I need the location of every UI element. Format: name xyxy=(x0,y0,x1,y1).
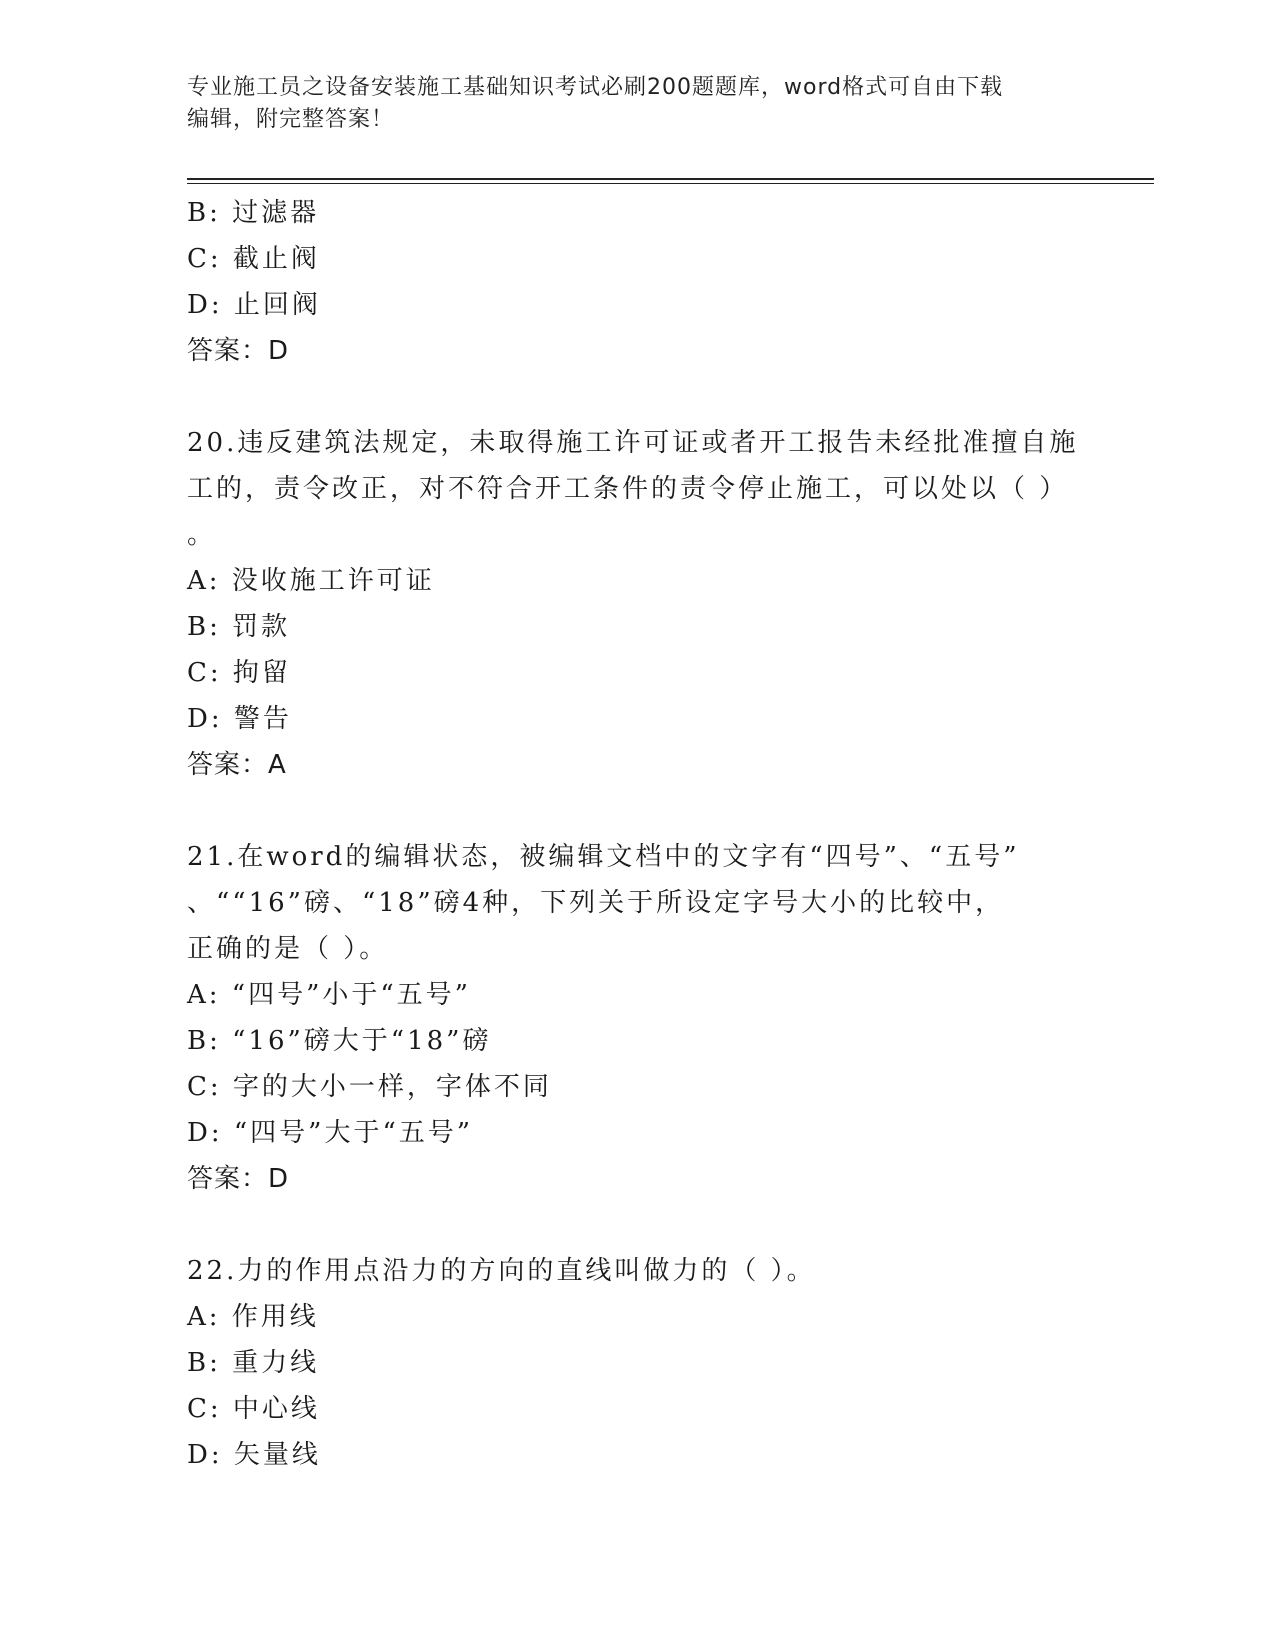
option-c: C: 截止阀 xyxy=(187,244,320,274)
document-header xyxy=(187,72,1087,136)
spacer xyxy=(187,1202,1087,1248)
option-b: B: 过滤器 xyxy=(187,198,320,228)
option-d: D: “四号”大于“五号” xyxy=(187,1118,474,1148)
option-a: A: 作用线 xyxy=(187,1302,319,1332)
question-22 xyxy=(187,1248,1087,1478)
header-divider-thick xyxy=(187,178,1154,180)
option-d: D: 警告 xyxy=(187,704,292,734)
answer-line: 答案：A xyxy=(187,750,287,780)
question-stem-line: 。 xyxy=(187,520,217,550)
header-title-line-2: 编辑，附完整答案！ xyxy=(187,107,395,132)
answer-line: 答案：D xyxy=(187,1164,290,1194)
option-b: B: 重力线 xyxy=(187,1348,320,1378)
option-a: A: 没收施工许可证 xyxy=(187,566,435,596)
option-a: A: “四号”小于“五号” xyxy=(187,980,471,1010)
question-stem-line: 、““16”磅、“18”磅4种，下列关于所设定字号大小的比较中， xyxy=(187,888,1005,918)
option-c: C: 中心线 xyxy=(187,1394,320,1424)
header-divider-thin xyxy=(187,183,1154,184)
question-21 xyxy=(187,834,1087,1202)
question-19 xyxy=(187,190,1087,374)
option-b: B: 罚款 xyxy=(187,612,291,642)
question-20 xyxy=(187,420,1087,788)
option-d: D: 止回阀 xyxy=(187,290,321,320)
question-stem-line: 正确的是（ ）。 xyxy=(187,934,389,964)
spacer xyxy=(187,374,1087,420)
option-b: B: “16”磅大于“18”磅 xyxy=(187,1026,492,1056)
option-c: C: 拘留 xyxy=(187,658,291,688)
spacer xyxy=(187,788,1087,834)
question-stem-line: 21.在word的编辑状态，被编辑文档中的文字有“四号”、“五号” xyxy=(187,842,1020,872)
question-stem-line: 工的，责令改正，对不符合开工条件的责令停止施工，可以处以（ ） xyxy=(187,474,1069,504)
question-stem-line: 20.违反建筑法规定，未取得施工许可证或者开工报告未经批准擅自施 xyxy=(187,428,1079,458)
option-d: D: 矢量线 xyxy=(187,1440,321,1470)
document-body xyxy=(187,190,1087,1478)
answer-line: 答案：D xyxy=(187,336,290,366)
header-title-line-1: 专业施工员之设备安装施工基础知识考试必刷200题题库，word格式可自由下载 xyxy=(187,75,1004,100)
question-stem-line: 22.力的作用点沿力的方向的直线叫做力的（ ）。 xyxy=(187,1256,816,1286)
option-c: C: 字的大小一样，字体不同 xyxy=(187,1072,552,1102)
